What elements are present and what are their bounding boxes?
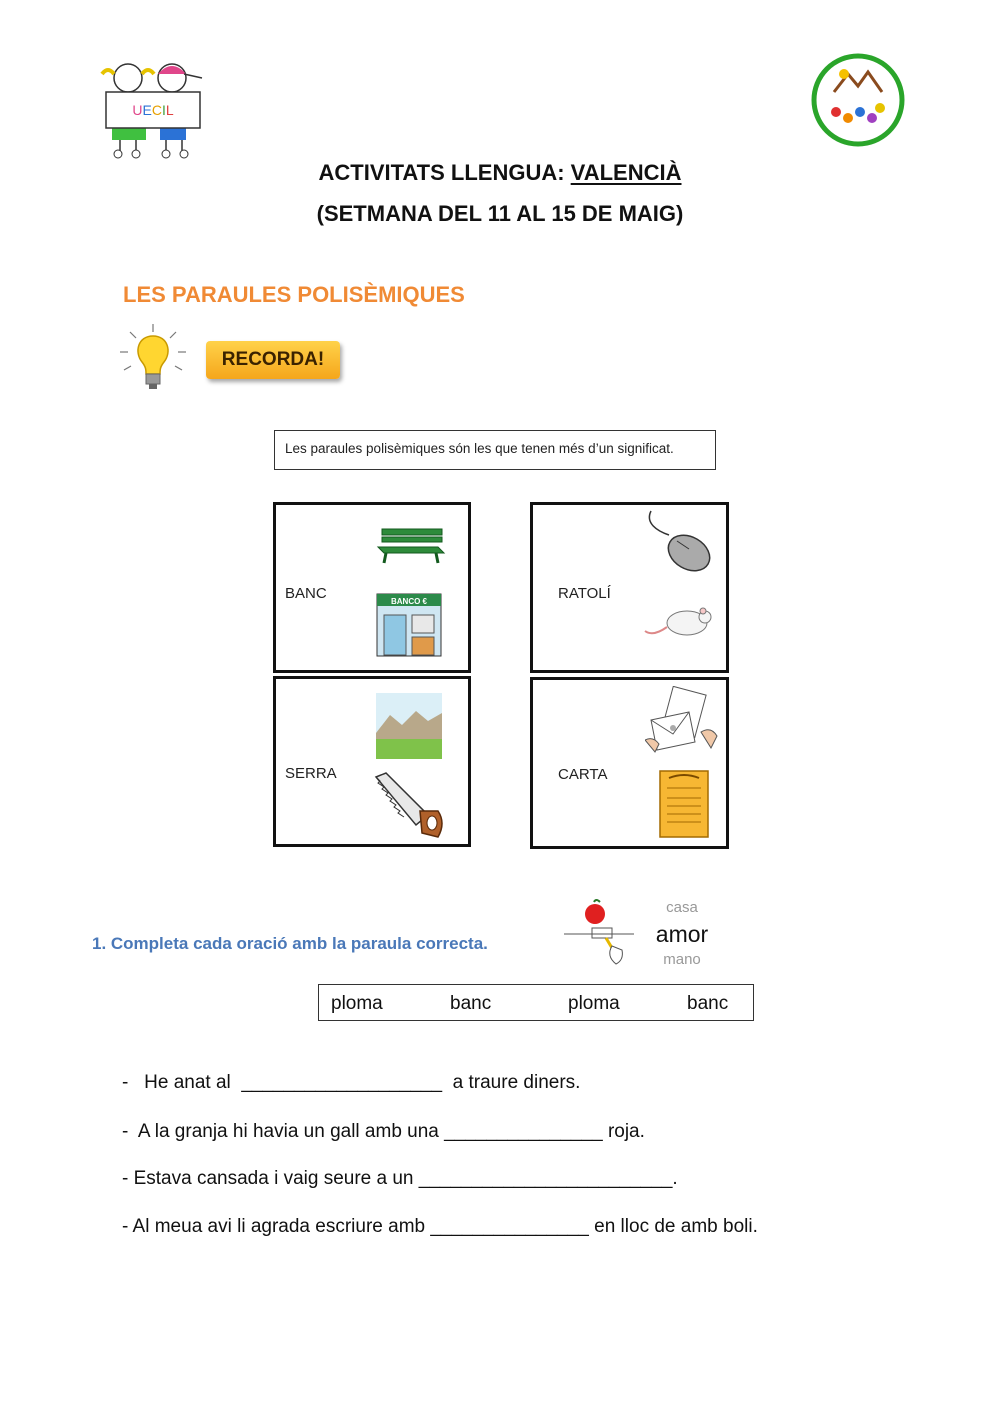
- word-bank: [318, 984, 754, 1021]
- card-ratoli: [530, 502, 729, 673]
- uecil-letter-u: U: [132, 102, 143, 118]
- card-label: CARTA: [558, 766, 608, 783]
- word-bank-item: ploma: [331, 993, 383, 1014]
- illustration-word-top: casa: [666, 899, 698, 916]
- word-bank-item: banc: [450, 993, 492, 1014]
- title-prefix: ACTIVITATS LLENGUA:: [318, 160, 571, 185]
- sentence-2: - A la granja hi havia un gall amb una _______________ roja.: [122, 1121, 645, 1142]
- uecil-letter-e: E: [142, 102, 152, 118]
- word-bank-item: ploma: [568, 993, 620, 1014]
- sentence-4: - Al meua avi li agrada escriure amb _______________ en lloc de amb boli.: [122, 1216, 758, 1237]
- writing-illustration-icon: [562, 898, 640, 966]
- menu-card-icon: [659, 770, 709, 838]
- uecil-logo: [98, 60, 208, 160]
- illustration-word-stack: [650, 899, 714, 969]
- card-serra: [273, 676, 471, 847]
- title-subject: VALENCIÀ: [570, 160, 682, 185]
- sentence-1: - He anat al ___________________ a traure diners.: [122, 1072, 581, 1093]
- card-banc: [273, 502, 471, 673]
- park-bench-icon: [374, 525, 446, 565]
- recorda-badge: RECORDA!: [206, 341, 340, 379]
- svg-text:BANCO €: BANCO €: [390, 597, 428, 606]
- rat-icon: [643, 601, 715, 645]
- word-bank-item: banc: [687, 993, 729, 1014]
- page-title: [0, 160, 1000, 186]
- card-label: RATOLÍ: [558, 585, 611, 602]
- exercise-title: 1. Completa cada oració amb la paraula correcta.: [92, 934, 488, 953]
- illustration-word-middle: amor: [655, 921, 709, 947]
- computer-mouse-icon: [643, 509, 715, 573]
- mountain-range-icon: [376, 693, 442, 759]
- card-label: BANC: [285, 585, 327, 602]
- school-seal-logo: [810, 52, 906, 148]
- uecil-letter-i: I: [161, 102, 166, 118]
- bank-building-icon: [376, 593, 442, 657]
- lightbulb-icon: [118, 322, 188, 392]
- page-subtitle: (SETMANA DEL 11 AL 15 DE MAIG): [316, 201, 684, 226]
- illustration-word-bottom: mano: [663, 951, 701, 968]
- card-label: SERRA: [285, 765, 337, 782]
- sentence-3: - Estava cansada i vaig seure a un ________________________.: [122, 1168, 678, 1189]
- card-carta: [530, 677, 729, 849]
- letter-icon: [645, 686, 719, 756]
- uecil-letter-l: L: [165, 102, 174, 118]
- uecil-letter-c: C: [151, 102, 162, 118]
- handsaw-icon: [372, 771, 448, 841]
- definition-box: Les paraules polisèmiques són les que tenen més d’un significat.: [274, 430, 716, 470]
- svg-text:UECIL: [132, 102, 173, 118]
- section-title: LES PARAULES POLISÈMIQUES: [123, 282, 465, 307]
